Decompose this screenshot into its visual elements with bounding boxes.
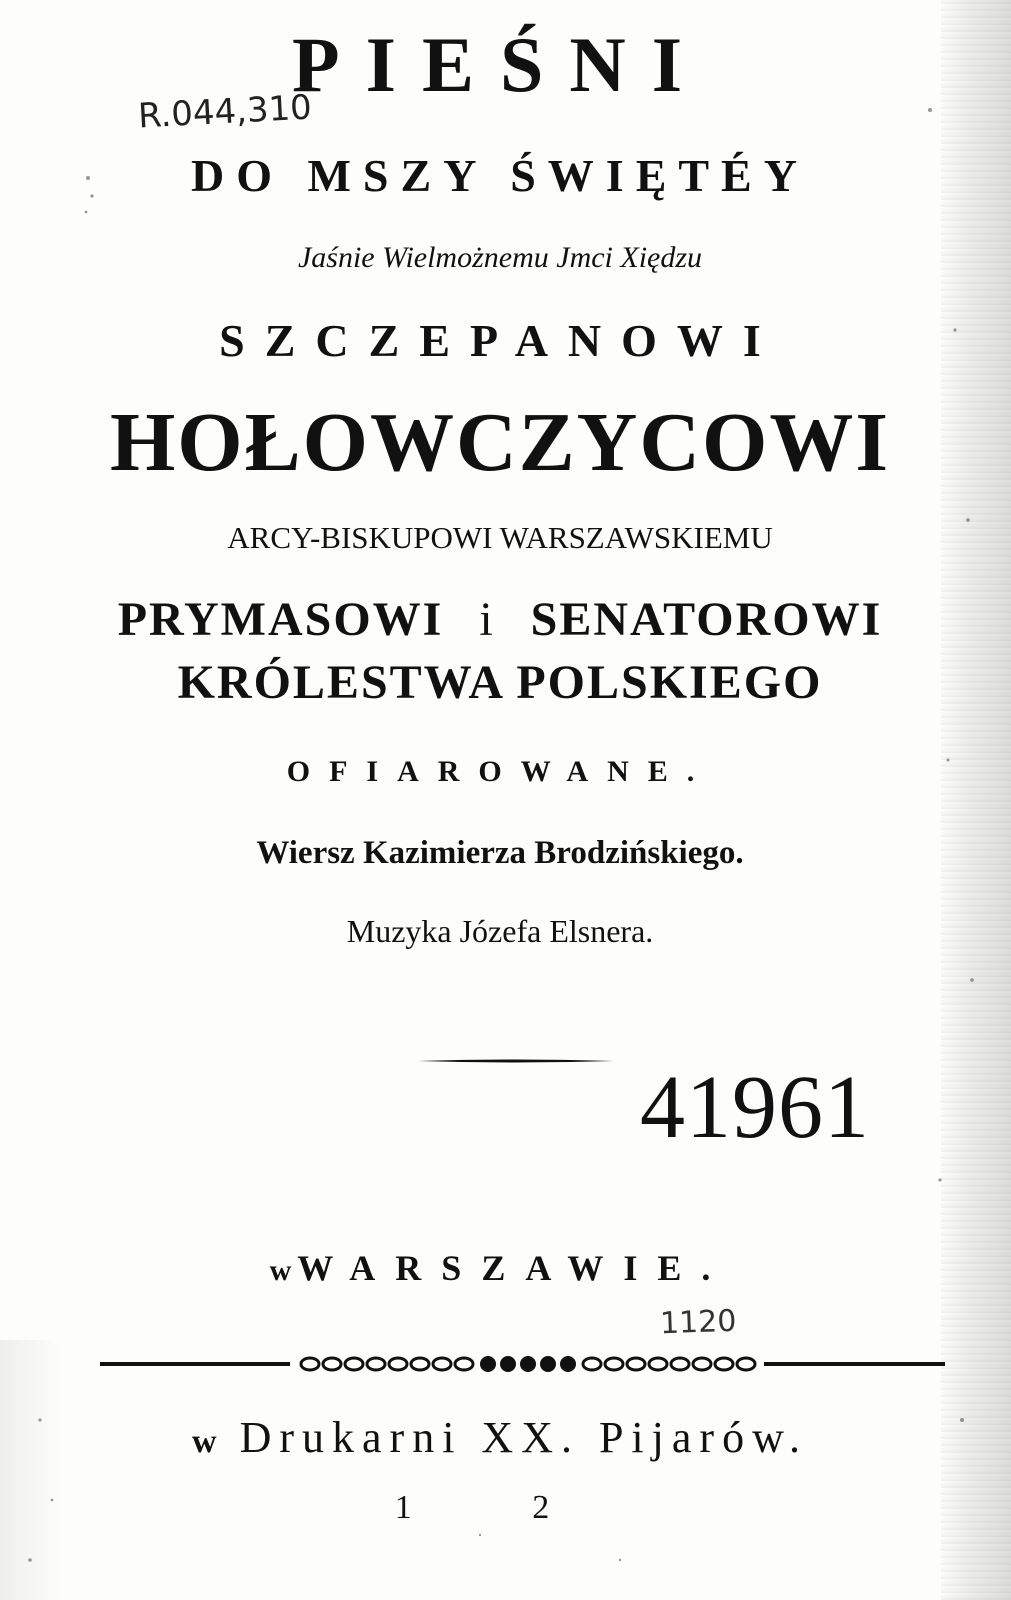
imprint-printer-name: Drukarni XX. Pijarów. <box>239 1413 808 1462</box>
imprint-place-name: WARSZAWIE. <box>297 1248 731 1288</box>
shelfmark-handwritten: R.044,310 <box>137 87 313 137</box>
imprint-place-prefix: w <box>269 1254 298 1287</box>
dedicatee-last-name: HOŁOWCZYCOWI <box>109 396 891 489</box>
ornamental-rule <box>100 1352 945 1376</box>
scan-edge-left <box>0 1340 60 1600</box>
scan-edge-right <box>941 0 1011 1600</box>
senator-title: SENATOROWI <box>530 593 883 646</box>
dedicatee-office: ARCY-BISKUPOWI WARSZAWSKIEMU <box>227 520 773 555</box>
imprint-year: 1 2 <box>394 1489 606 1526</box>
imprint-printer-prefix: w <box>192 1423 221 1460</box>
imprint-place <box>60 1245 940 1294</box>
dedication-line: Jaśnie Wielmożnemu Jmci Xiędzu <box>297 241 703 274</box>
imprint-printer <box>60 1412 940 1468</box>
poet-credit: Wiersz Kazimierza Brodzińskiego. <box>256 835 744 871</box>
catalog-number-stamp: 41961 <box>640 1058 870 1157</box>
inventory-number-handwritten: 1120 <box>659 1303 737 1342</box>
primate-conjunction: i <box>479 593 495 646</box>
offered-line: OFIAROWANE. <box>286 755 714 788</box>
dedicatee-titles <box>60 592 940 648</box>
kingdom-line: KRÓLESTWA POLSKIEGO <box>177 656 823 709</box>
primate-title: PRYMASOWI <box>117 593 444 646</box>
dedicatee-first-name: SZCZEPANOWI <box>219 315 781 366</box>
composer-credit: Muzyka Józefa Elsnera. <box>346 913 654 949</box>
page-subtitle: DO MSZY ŚWIĘTÉY <box>191 150 809 201</box>
page-title: PIEŚNI <box>291 21 709 108</box>
short-rule <box>418 1058 614 1064</box>
